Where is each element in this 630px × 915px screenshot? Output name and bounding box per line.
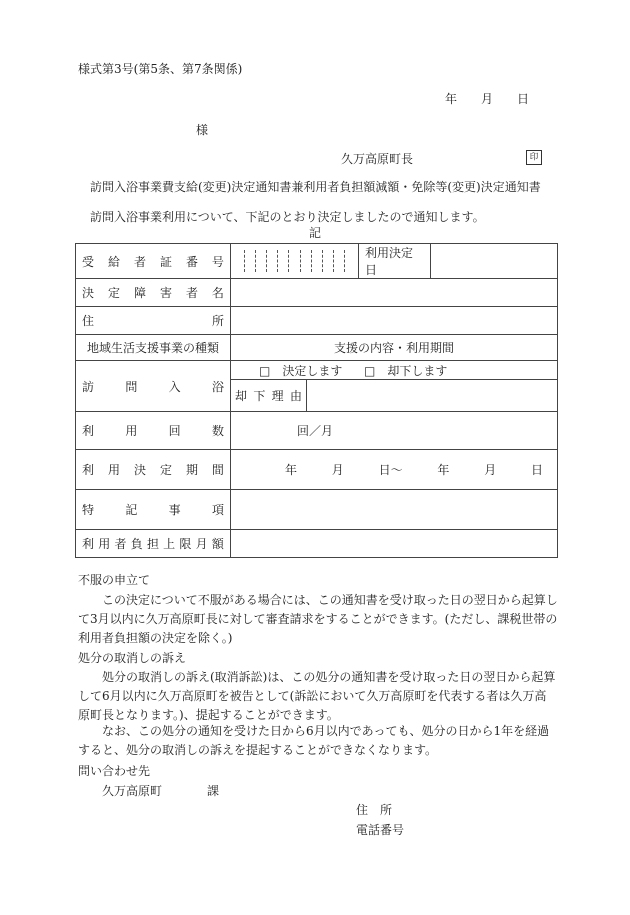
address-value[interactable]: [231, 307, 558, 335]
objection-text: この決定について不服がある場合には、この通知書を受け取った日の翌日から起算して3月以内に久万高原町長に対して審査請求をすることができます。(ただし、課税世帯の利用者負担額の決定を除く。): [78, 593, 558, 646]
reject-reason-value[interactable]: [307, 380, 558, 412]
support-content-label: 支援の内容・利用期間: [231, 335, 558, 361]
issuer-name: 久万高原町長: [341, 152, 414, 166]
remarks-text: 特 記 事 項: [82, 503, 224, 517]
disabled-person-value[interactable]: [231, 279, 558, 307]
copay-limit-label: [76, 530, 231, 558]
remarks-value[interactable]: [231, 490, 558, 530]
period-part: 年: [437, 463, 450, 477]
date-day: 日: [517, 92, 530, 106]
revocation-text-1: 処分の取消しの訴え(取消訴訟)は、この処分の通知書を受け取った日の翌日から起算して6月以内に久万高原町を被告として(訴訟において久万高原町を代表する者は久万高原町長となります。)、提起することができます。: [78, 670, 556, 723]
seal-glyph: 印: [529, 152, 539, 163]
recipient-id-text: 受 給 者 証 番 号: [82, 254, 224, 269]
remarks-label: [76, 490, 231, 530]
date-year: 年: [445, 92, 458, 106]
period-part: 日: [530, 463, 543, 477]
date-month: 月: [481, 92, 494, 106]
decision-table: [75, 243, 558, 558]
seal-mark: [526, 150, 542, 165]
recipient-id-boxes[interactable]: [231, 244, 359, 279]
period-text: 利 用 決 定 期 間: [82, 463, 224, 477]
bath-label: [76, 361, 231, 412]
objection-heading: 不服の申立て: [78, 573, 151, 587]
period-part: 年: [285, 463, 298, 477]
recipient-id-label: [76, 244, 231, 279]
reject-reason-text: 却 下 理 由: [235, 389, 302, 403]
contact-phone-label: 電話番号: [356, 823, 405, 837]
lead-text: 訪問入浴事業利用について、下記のとおり決定しましたので通知します。: [90, 210, 485, 224]
disabled-person-text: 決 定 障 害 者 名: [82, 286, 224, 300]
period-value[interactable]: [231, 450, 558, 490]
revocation-heading: 処分の取消しの訴え: [78, 651, 187, 665]
reject-reason-label: [231, 380, 307, 412]
service-type-label: 地域生活支援事業の種類: [76, 335, 231, 361]
period-part: 月: [331, 463, 344, 477]
copay-limit-value[interactable]: [231, 530, 558, 558]
ki-label: 記: [309, 226, 322, 240]
decision-date-value[interactable]: [431, 244, 558, 279]
period-label: [76, 450, 231, 490]
addressee-suffix: 様: [196, 123, 209, 137]
date-line: [445, 91, 529, 108]
decision-options: [231, 361, 558, 380]
form-number: 様式第3号(第5条、第7条関係): [78, 62, 243, 76]
address-text: 住 所: [82, 314, 224, 328]
period-parts: [285, 461, 543, 478]
contact-address-label: 住 所: [356, 803, 393, 817]
decision-date-label: 利用決定日: [359, 244, 431, 279]
document-title: 訪問入浴事業費支給(変更)決定通知書兼利用者負担額減額・免除等(変更)決定通知書: [90, 180, 541, 194]
digit-separators: [239, 250, 350, 272]
address-label: [76, 307, 231, 335]
reject-checkbox[interactable]: □ 却下します: [364, 363, 448, 378]
contact-dept: 課: [207, 784, 220, 798]
period-part: 月: [484, 463, 497, 477]
contact-town: 久万高原町: [102, 784, 163, 798]
usage-count-unit: 回／月: [297, 424, 334, 438]
decide-checkbox[interactable]: □ 決定します: [259, 363, 343, 378]
usage-count-text: 利 用 回 数: [82, 424, 224, 438]
copay-limit-text: 利 用 者 負 担 上 限 月 額: [82, 537, 224, 551]
contact-heading: 問い合わせ先: [78, 764, 151, 778]
bath-text: 訪 問 入 浴: [82, 379, 224, 394]
revocation-text-2: なお、この処分の通知を受けた日から6月以内であっても、処分の日から1年を経過すると、処分の取消しの訴えを提起することができなくなります。: [78, 724, 550, 758]
disabled-person-label: [76, 279, 231, 307]
period-part: 日〜: [378, 463, 403, 477]
usage-count-label: [76, 412, 231, 450]
usage-count-cell[interactable]: [231, 412, 558, 450]
